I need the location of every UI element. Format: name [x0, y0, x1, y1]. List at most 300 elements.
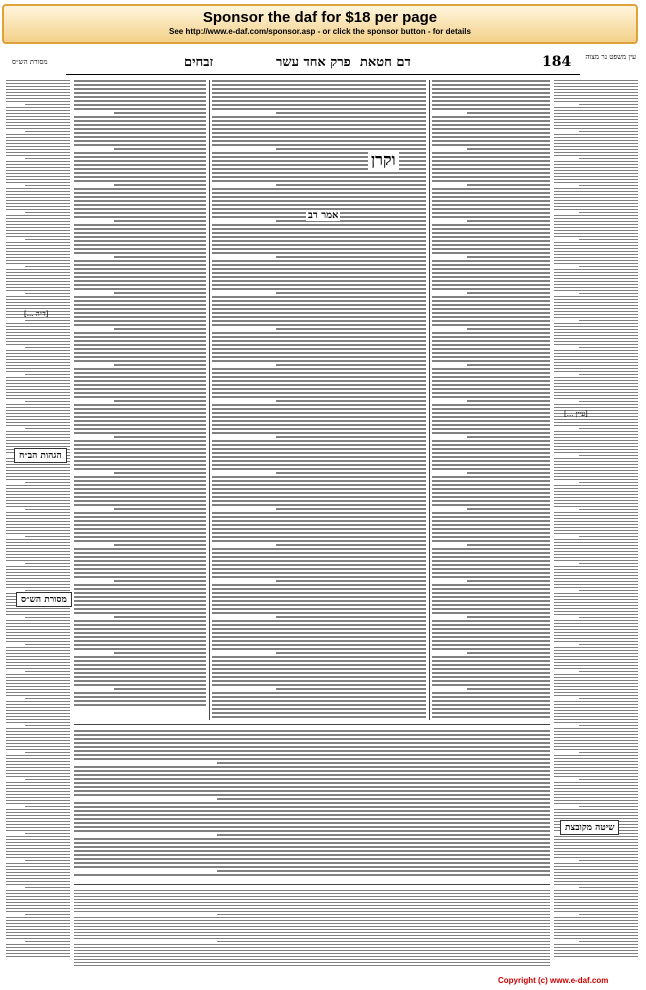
text-line [6, 620, 70, 621]
text-line [6, 578, 70, 579]
text-line [554, 524, 638, 525]
text-line [6, 422, 70, 423]
text-line [114, 184, 206, 186]
text-line [74, 660, 206, 662]
text-line [74, 260, 206, 262]
text-line [74, 826, 550, 828]
text-line [432, 80, 550, 82]
text-line [74, 336, 206, 338]
text-line [432, 700, 550, 702]
text-line [6, 395, 70, 396]
text-line [554, 623, 638, 624]
text-line [74, 324, 206, 326]
text-line [554, 701, 638, 702]
text-line [432, 96, 550, 98]
text-line [554, 638, 638, 639]
text-line [554, 881, 638, 882]
text-line [6, 416, 70, 417]
text-line [74, 923, 550, 924]
text-line [432, 136, 550, 138]
text-line [432, 648, 550, 650]
text-line [212, 352, 426, 354]
text-line [212, 252, 426, 254]
text-line [6, 407, 70, 408]
text-line [114, 364, 206, 366]
text-line [579, 914, 638, 915]
text-line [554, 632, 638, 633]
text-line [432, 144, 550, 146]
text-line [6, 170, 70, 171]
text-line [6, 902, 70, 903]
text-line [432, 528, 550, 530]
text-line [432, 152, 550, 154]
text-line [212, 392, 426, 394]
text-line [6, 302, 70, 303]
text-line [579, 806, 638, 807]
text-line [6, 749, 70, 750]
text-line [579, 482, 638, 483]
text-line [6, 359, 70, 360]
text-line [6, 917, 70, 918]
text-line [554, 383, 638, 384]
text-line [74, 444, 206, 446]
text-line [432, 564, 550, 566]
text-line [554, 878, 638, 879]
text-line [432, 588, 550, 590]
text-line [6, 890, 70, 891]
text-line [74, 316, 206, 318]
text-line [212, 100, 426, 102]
text-line [554, 782, 638, 783]
text-line [6, 551, 70, 552]
text-line [212, 432, 426, 434]
text-line [212, 564, 426, 566]
text-line [212, 348, 426, 350]
text-line [554, 191, 638, 192]
text-line [554, 446, 638, 447]
text-line [6, 857, 70, 858]
text-line [74, 236, 206, 238]
text-line [6, 740, 70, 741]
text-line [212, 680, 426, 682]
text-line [554, 407, 638, 408]
text-line [6, 200, 70, 201]
text-line [432, 124, 550, 126]
text-line [554, 254, 638, 255]
text-line [432, 668, 550, 670]
text-line [554, 710, 638, 711]
text-line [6, 155, 70, 156]
sponsor-banner[interactable] [2, 4, 638, 44]
text-line [432, 624, 550, 626]
text-line [74, 568, 206, 570]
text-line [74, 684, 206, 686]
text-line [6, 707, 70, 708]
text-line [432, 376, 550, 378]
text-line [554, 917, 638, 918]
text-line [6, 389, 70, 390]
text-line [6, 638, 70, 639]
text-line [74, 560, 206, 562]
text-line [6, 329, 70, 330]
text-line [74, 854, 550, 856]
text-line [432, 448, 550, 450]
text-line [212, 196, 426, 198]
text-line [6, 281, 70, 282]
text-line [25, 725, 70, 726]
text-line [6, 245, 70, 246]
copyright-link[interactable]: Copyright (c) www.e-daf.com [498, 976, 609, 985]
text-line [554, 773, 638, 774]
text-line [554, 461, 638, 462]
text-line [212, 460, 426, 462]
text-line [74, 480, 206, 482]
text-line [212, 276, 426, 278]
text-line [467, 400, 550, 402]
text-line [6, 440, 70, 441]
text-line [579, 671, 638, 672]
text-line [6, 869, 70, 870]
text-line [6, 695, 70, 696]
text-line [554, 359, 638, 360]
page-header [6, 50, 640, 76]
text-line [554, 545, 638, 546]
text-line [6, 686, 70, 687]
text-line [554, 422, 638, 423]
text-line [6, 737, 70, 738]
text-line [554, 434, 638, 435]
text-line [114, 688, 206, 690]
page-number: 184 [542, 54, 572, 70]
text-line [6, 680, 70, 681]
text-line [212, 516, 426, 518]
text-line [579, 536, 638, 537]
text-line [74, 899, 550, 900]
text-line [554, 110, 638, 111]
text-line [6, 722, 70, 723]
text-line [6, 794, 70, 795]
text-line [6, 227, 70, 228]
text-line [467, 616, 550, 618]
text-line [74, 917, 550, 918]
text-line [74, 464, 206, 466]
text-line [432, 188, 550, 190]
text-line [554, 218, 638, 219]
text-line [74, 332, 206, 334]
text-line [6, 935, 70, 936]
text-line [74, 196, 206, 198]
text-line [432, 612, 550, 614]
text-line [6, 719, 70, 720]
text-line [579, 320, 638, 321]
text-line [74, 956, 550, 957]
text-line [554, 566, 638, 567]
text-line [25, 131, 70, 132]
text-line [6, 386, 70, 387]
text-line [212, 180, 426, 182]
text-line [554, 635, 638, 636]
text-line [212, 140, 426, 142]
text-line [6, 911, 70, 912]
text-line [554, 908, 638, 909]
text-line [554, 260, 638, 261]
text-line [554, 935, 638, 936]
text-line [6, 923, 70, 924]
text-line [554, 203, 638, 204]
text-line [212, 108, 426, 110]
text-line [212, 356, 426, 358]
text-line [554, 911, 638, 912]
text-line [554, 317, 638, 318]
text-line [554, 314, 638, 315]
text-line [74, 790, 550, 792]
text-line [74, 766, 550, 768]
text-line [554, 107, 638, 108]
text-line [432, 128, 550, 130]
text-line [6, 338, 70, 339]
text-line [554, 173, 638, 174]
text-line [25, 617, 70, 618]
text-line [554, 431, 638, 432]
text-line [212, 136, 426, 138]
text-line [25, 941, 70, 942]
text-line [554, 707, 638, 708]
text-line [6, 674, 70, 675]
text-line [6, 107, 70, 108]
text-line [212, 408, 426, 410]
text-line [74, 782, 550, 784]
text-line [6, 467, 70, 468]
text-line [554, 584, 638, 585]
text-line [554, 884, 638, 885]
text-line [554, 755, 638, 756]
text-line [212, 420, 426, 422]
text-line [6, 491, 70, 492]
text-line [579, 455, 638, 456]
text-line [467, 184, 550, 186]
text-line [554, 170, 638, 171]
text-line [554, 146, 638, 147]
text-line [432, 592, 550, 594]
rule-bottom-commentary [74, 724, 550, 725]
text-line [114, 616, 206, 618]
text-line [432, 208, 550, 210]
text-line [212, 656, 426, 658]
text-line [74, 276, 206, 278]
text-line [554, 134, 638, 135]
text-line [74, 822, 550, 824]
text-line [554, 371, 638, 372]
text-line [432, 360, 550, 362]
text-line [6, 332, 70, 333]
text-line [6, 566, 70, 567]
text-line [74, 692, 206, 694]
text-line [276, 364, 426, 366]
text-line [74, 312, 206, 314]
text-line [554, 467, 638, 468]
text-line [6, 98, 70, 99]
text-line [74, 496, 206, 498]
text-line [6, 653, 70, 654]
text-line [6, 569, 70, 570]
text-line [554, 485, 638, 486]
text-line [554, 653, 638, 654]
text-line [6, 938, 70, 939]
text-line [6, 305, 70, 306]
text-line [554, 683, 638, 684]
text-line [432, 468, 550, 470]
text-line [25, 401, 70, 402]
text-line [6, 872, 70, 873]
text-line [432, 200, 550, 202]
text-line [467, 544, 550, 546]
text-line [212, 248, 426, 250]
text-line [6, 353, 70, 354]
sponsor-banner-subtitle[interactable]: See http://www.e-daf.com/sponsor.asp - or click the sponsor button - for details [169, 27, 471, 36]
text-line [74, 108, 206, 110]
text-line [554, 851, 638, 852]
text-line [6, 788, 70, 789]
text-line [212, 304, 426, 306]
text-line [554, 893, 638, 894]
text-line [554, 596, 638, 597]
text-line [579, 887, 638, 888]
text-line [554, 554, 638, 555]
text-line [554, 122, 638, 123]
text-line [74, 810, 550, 812]
text-line [432, 608, 550, 610]
text-line [6, 446, 70, 447]
text-line [74, 452, 206, 454]
text-line [432, 444, 550, 446]
text-line [74, 248, 206, 250]
text-line [6, 125, 70, 126]
text-line [554, 452, 638, 453]
text-line [212, 300, 426, 302]
text-line [25, 563, 70, 564]
text-line [212, 388, 426, 390]
text-line [74, 794, 550, 796]
text-line [74, 152, 206, 154]
text-line [74, 668, 206, 670]
text-line [6, 944, 70, 945]
text-line [432, 632, 550, 634]
text-line [74, 368, 206, 370]
text-line [6, 356, 70, 357]
text-line [467, 148, 550, 150]
text-line [554, 956, 638, 957]
text-line [432, 516, 550, 518]
text-line [212, 624, 426, 626]
text-line [74, 911, 550, 912]
text-line [212, 336, 426, 338]
text-line [554, 176, 638, 177]
text-line [6, 224, 70, 225]
text-line [212, 320, 426, 322]
text-line [25, 509, 70, 510]
text-line [554, 299, 638, 300]
text-line [554, 611, 638, 612]
text-line [432, 496, 550, 498]
text-line [74, 252, 206, 254]
text-line [554, 761, 638, 762]
text-line [554, 812, 638, 813]
text-line [554, 695, 638, 696]
text-line [74, 136, 206, 138]
text-line [554, 746, 638, 747]
text-line [74, 965, 550, 966]
text-line [554, 842, 638, 843]
text-line [6, 383, 70, 384]
text-line [432, 452, 550, 454]
text-line [6, 503, 70, 504]
text-line [6, 848, 70, 849]
text-line [554, 680, 638, 681]
text-line [554, 929, 638, 930]
text-line [6, 614, 70, 615]
text-line [432, 108, 550, 110]
text-line [74, 738, 550, 740]
text-line [25, 887, 70, 888]
text-line [6, 527, 70, 528]
gemara-column [212, 80, 426, 720]
text-line [554, 656, 638, 657]
text-line [6, 785, 70, 786]
text-line [74, 584, 206, 586]
text-line [212, 240, 426, 242]
text-line [554, 257, 638, 258]
text-line [6, 635, 70, 636]
text-line [74, 600, 206, 602]
text-line [554, 263, 638, 264]
text-line [74, 950, 550, 951]
text-line [432, 192, 550, 194]
text-line [554, 362, 638, 363]
text-line [74, 216, 206, 218]
text-line [554, 668, 638, 669]
text-line [6, 110, 70, 111]
text-line [276, 436, 426, 438]
text-line [74, 838, 550, 840]
text-line [432, 460, 550, 462]
text-line [432, 316, 550, 318]
text-line [6, 254, 70, 255]
text-line [114, 508, 206, 510]
text-line [432, 488, 550, 490]
text-line [74, 700, 206, 702]
text-line [6, 404, 70, 405]
text-line [74, 132, 206, 134]
text-line [432, 176, 550, 178]
text-line [74, 208, 206, 210]
text-line [74, 620, 206, 622]
text-line [554, 161, 638, 162]
text-line [212, 704, 426, 706]
text-line [554, 350, 638, 351]
text-line [6, 431, 70, 432]
sponsor-banner-title[interactable]: Sponsor the daf for $18 per page [202, 9, 438, 26]
text-line [6, 677, 70, 678]
text-line [432, 428, 550, 430]
text-line [212, 340, 426, 342]
text-line [212, 260, 426, 262]
text-line [212, 452, 426, 454]
text-line [6, 809, 70, 810]
text-line [432, 264, 550, 266]
text-line [212, 104, 426, 106]
text-line [74, 268, 206, 270]
text-line [554, 326, 638, 327]
